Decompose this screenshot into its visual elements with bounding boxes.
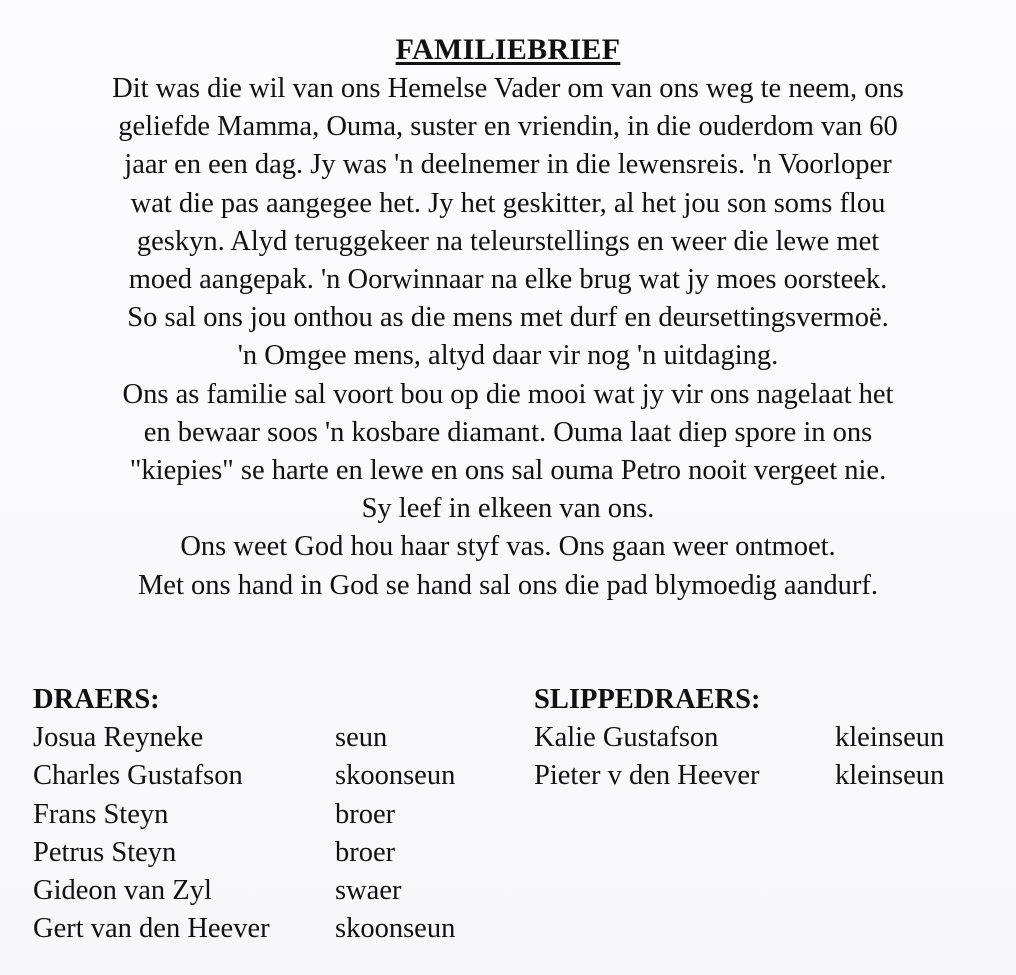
letter-line: en bewaar soos 'n kosbare diamant. Ouma laat diep spore in ons: [143, 416, 873, 448]
draers-list: [33, 719, 503, 949]
bearer-name: Frans Steyn: [33, 798, 169, 830]
list-item: [534, 757, 994, 795]
list-item: [33, 796, 503, 834]
document-title: FAMILIEBRIEF: [395, 33, 621, 66]
draers-section: [33, 681, 503, 949]
letter-line: Met ons hand in God se hand sal ons die pad blymoedig aandurf.: [137, 569, 879, 601]
bearer-relation: skoonseun: [335, 760, 456, 792]
list-item: [33, 834, 503, 872]
list-item: [33, 910, 503, 948]
slippedraers-list: [534, 719, 994, 796]
pallbearer-relation: kleinseun: [835, 760, 945, 792]
pallbearer-name: Pieter v den Heever: [534, 760, 760, 792]
letter-line: Ons weet God hou haar styf vas. Ons gaan weer ontmoet.: [180, 531, 836, 563]
list-item: [33, 757, 503, 795]
letter-line: moed aangepak. 'n Oorwinnaar na elke brug wat jy moes oorsteek.: [128, 264, 888, 296]
list-item: [33, 872, 503, 910]
bearer-relation: broer: [335, 836, 396, 868]
list-item: [534, 719, 994, 757]
pallbearer-name: Kalie Gustafson: [534, 722, 719, 753]
pallbearer-relation: kleinseun: [835, 722, 945, 753]
bearer-name: Gideon van Zyl: [33, 875, 212, 907]
letter-line: So sal ons jou onthou as die mens met durf en deursettingsvermoë.: [127, 302, 889, 334]
slippedraers-heading: SLIPPEDRAERS:: [534, 684, 761, 715]
letter-line: "kiepies" se harte en lewe en ons sal ouma Petro nooit vergeet nie.: [129, 455, 887, 487]
letter-line: Ons as familie sal voort bou op die mooi wat jy vir ons nagelaat het: [122, 378, 894, 410]
draers-heading: DRAERS:: [33, 684, 160, 715]
list-item: [33, 719, 503, 757]
bearer-name: Gert van den Heever: [33, 913, 270, 945]
letter-line: 'n Omgee mens, altyd daar vir nog 'n uitdaging.: [237, 340, 779, 372]
slippedraers-section: [534, 681, 994, 796]
bearer-relation: skoonseun: [335, 913, 456, 945]
letter-line: geskyn. Alyd teruggekeer na teleurstellings en weer die lewe met: [136, 225, 880, 257]
letter-line: Sy leef in elkeen van ons.: [361, 493, 655, 525]
letter-line: geliefde Mamma, Ouma, suster en vriendin, in die ouderdom van 60: [118, 111, 898, 143]
bearer-name: Charles Gustafson: [33, 760, 243, 792]
letter-line: Dit was die wil van ons Hemelse Vader om van ons weg te neem, ons: [112, 73, 904, 104]
letter-line: wat die pas aangegee het. Jy het geskitter, al het jou son soms flou: [130, 187, 886, 219]
bearer-name: Petrus Steyn: [33, 836, 177, 868]
bearer-relation: seun: [335, 722, 388, 753]
bearer-name: Josua Reyneke: [33, 722, 204, 753]
letter-line: jaar en een dag. Jy was 'n deelnemer in die lewensreis. 'n Voorloper: [124, 149, 892, 181]
family-letter-body: [0, 70, 1016, 605]
bearer-relation: broer: [335, 798, 396, 830]
bearer-relation: swaer: [335, 875, 402, 907]
